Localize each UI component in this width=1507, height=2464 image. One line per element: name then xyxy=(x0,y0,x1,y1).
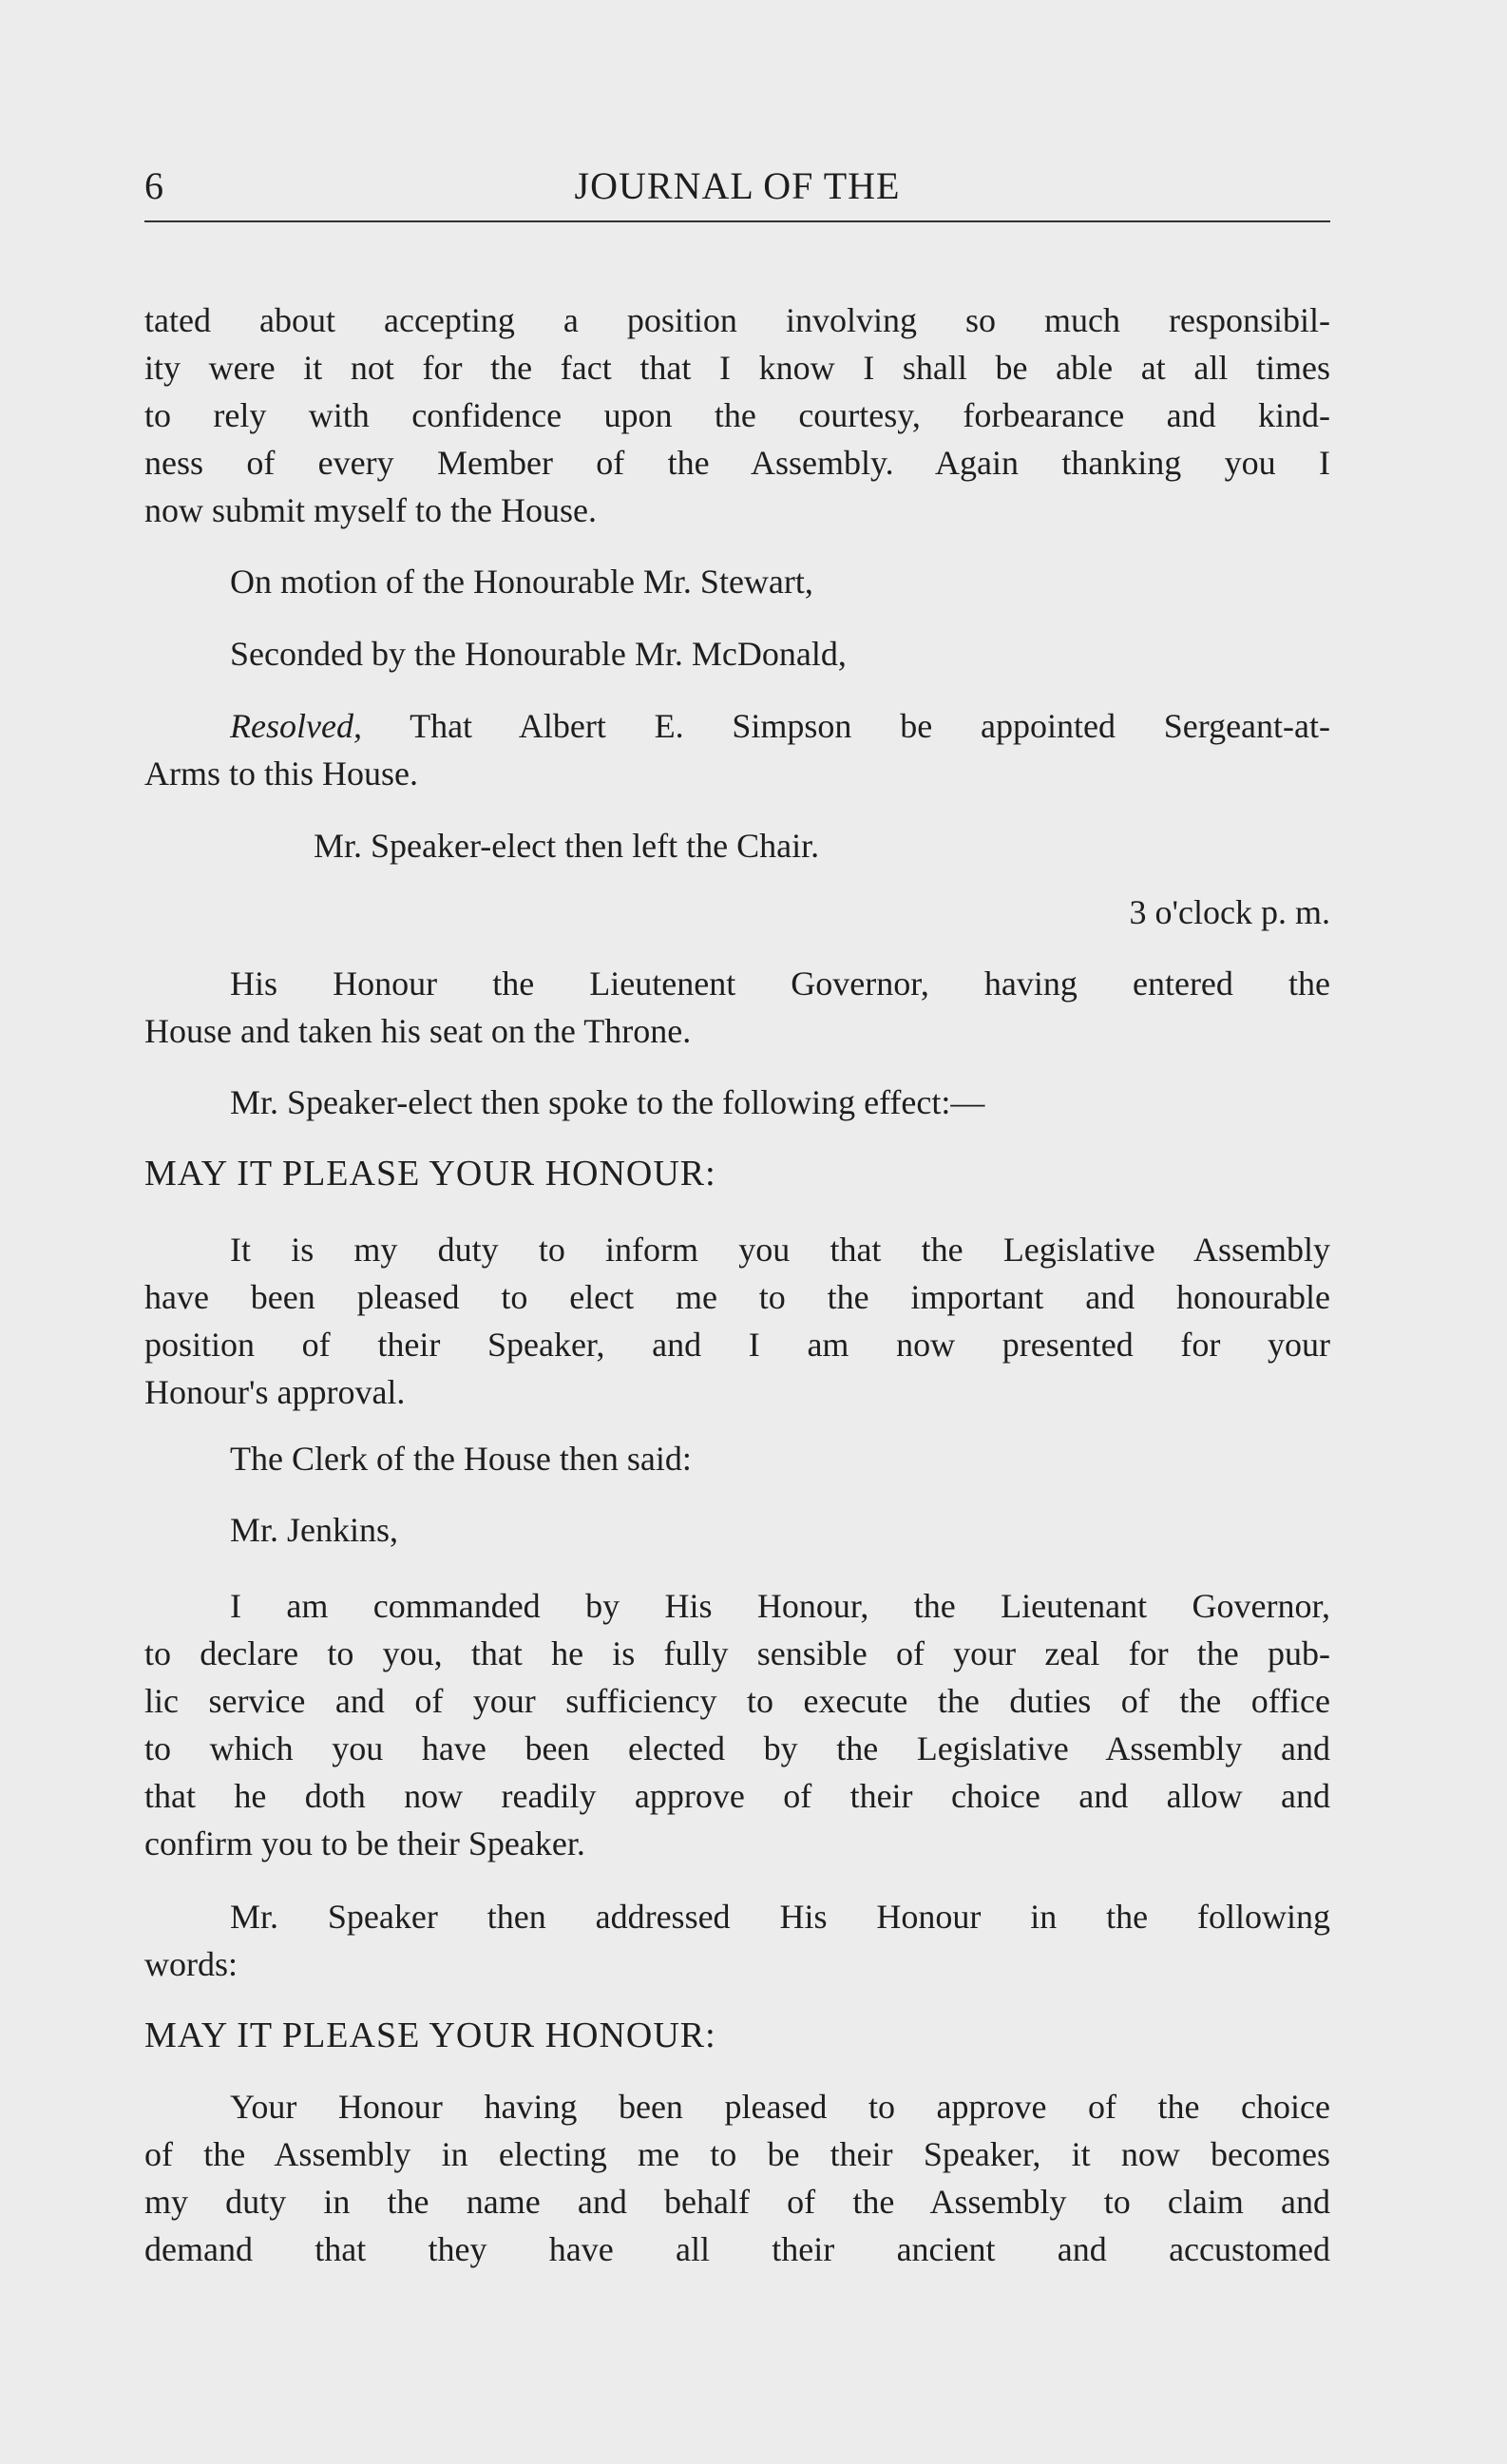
resolved-word: Resolved, xyxy=(230,707,362,745)
text-line: Your Honour having been pleased to approve of the choice xyxy=(230,2088,1330,2126)
duty-paragraph xyxy=(144,1226,1330,1416)
page-number: 6 xyxy=(144,164,163,207)
page-header xyxy=(144,163,1330,222)
text-line: to which you have been elected by the Legislative Assembly and xyxy=(144,1729,1330,1767)
address-heading: MAY IT PLEASE YOUR HONOUR: xyxy=(144,1154,716,1194)
resolution-text: That Albert E. Simpson be appointed Sergeant-at- xyxy=(361,707,1330,745)
text-line: have been pleased to elect me to the important and honourable xyxy=(144,1278,1330,1316)
text-line: Mr. Speaker then addressed His Honour in the following xyxy=(230,1898,1330,1936)
text-line: to declare to you, that he is fully sensible of your zeal for the pub- xyxy=(144,1634,1330,1672)
text-line: that he doth now readily approve of their choice and allow and xyxy=(144,1777,1330,1815)
addressed-paragraph xyxy=(144,1893,1330,1988)
text-line: ity were it not for the fact that I know I shall be able at all times xyxy=(144,349,1330,387)
text-line: tated about accepting a position involving so much responsibil- xyxy=(144,301,1330,339)
address-heading-2: MAY IT PLEASE YOUR HONOUR: xyxy=(144,2015,716,2055)
text-line: demand that they have all their ancient and accustomed xyxy=(144,2230,1330,2268)
text-line: now submit myself to the House. xyxy=(144,491,597,529)
text-line: It is my duty to inform you that the Legislative Assembly xyxy=(230,1231,1330,1269)
salutation: Mr. Jenkins, xyxy=(230,1511,399,1549)
resolution-line xyxy=(144,702,1330,750)
left-chair-line: Mr. Speaker-elect then left the Chair. xyxy=(314,827,820,865)
text-line: to rely with confidence upon the courtesy, forbearance and kind- xyxy=(144,396,1330,434)
text-line: Arms to this House. xyxy=(144,754,418,793)
commanded-paragraph xyxy=(144,1582,1330,1867)
text-line: words: xyxy=(144,1945,238,1983)
paragraph-continuation xyxy=(144,296,1330,534)
motion-line: On motion of the Honourable Mr. Stewart, xyxy=(230,563,813,601)
text-line: position of their Speaker, and I am now presented for your xyxy=(144,1326,1330,1364)
approve-paragraph xyxy=(144,2083,1330,2273)
spoke-line: Mr. Speaker-elect then spoke to the following effect:— xyxy=(230,1083,985,1121)
text-line: confirm you to be their Speaker. xyxy=(144,1824,585,1862)
time-stamp: 3 o'clock p. m. xyxy=(1129,893,1330,931)
text-line: my duty in the name and behalf of the Assembly to claim and xyxy=(144,2183,1330,2221)
resolution-paragraph xyxy=(144,702,1330,797)
text-line: of the Assembly in electing me to be their Speaker, it now becomes xyxy=(144,2135,1330,2173)
honour-paragraph xyxy=(144,960,1330,1055)
text-line: His Honour the Lieutenent Governor, having entered the xyxy=(230,965,1330,1003)
text-line: ness of every Member of the Assembly. Again thanking you I xyxy=(144,444,1330,482)
text-line: House and taken his seat on the Throne. xyxy=(144,1012,692,1050)
text-line: Honour's approval. xyxy=(144,1373,406,1411)
text-line: I am commanded by His Honour, the Lieutenant Governor, xyxy=(230,1587,1330,1625)
running-head: JOURNAL OF THE xyxy=(574,164,901,207)
clerk-line: The Clerk of the House then said: xyxy=(230,1440,692,1478)
seconded-line: Seconded by the Honourable Mr. McDonald, xyxy=(230,635,847,673)
text-line: lic service and of your sufficiency to execute the duties of the office xyxy=(144,1682,1330,1720)
